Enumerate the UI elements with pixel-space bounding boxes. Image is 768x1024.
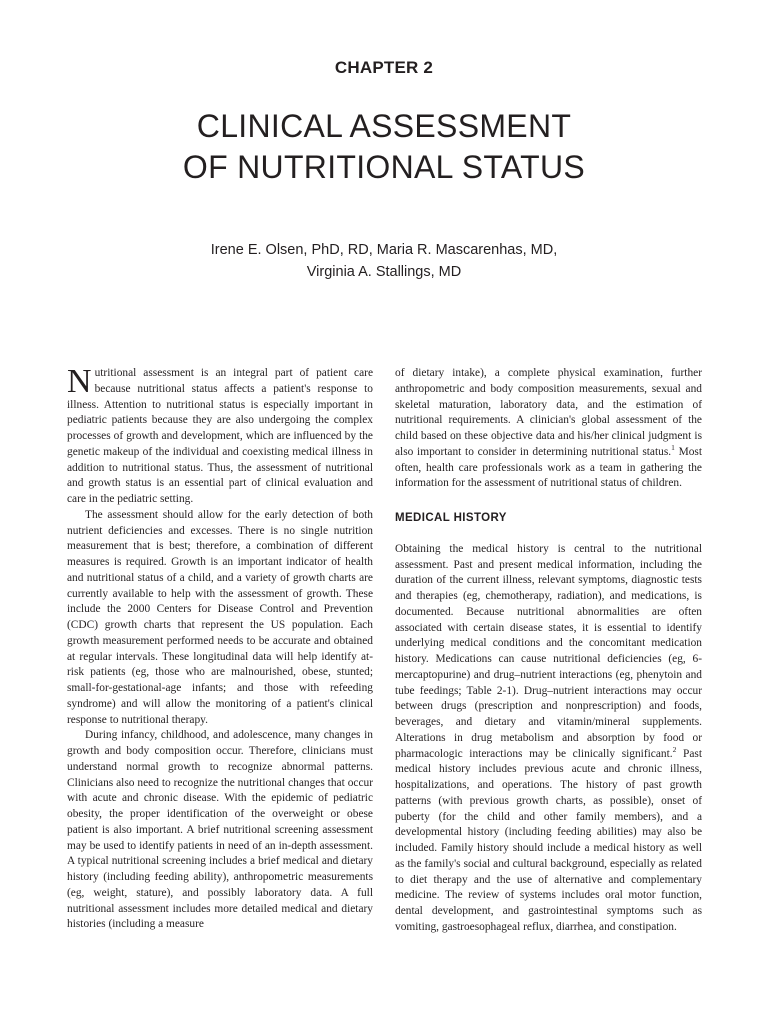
paragraph-medical-history-text-a: Obtaining the medical history is central to the nutritional assessment. Past and present medical information, including the duration of the current illness, relevant symptoms, diagnostic tests and therapies (eg, chemotherapy, radiation), and medications, is documented. Because nutritional abnormalities are often associated with certain disease states, it is essential to identify underlying medical conditions and the concomitant medication history. Medications can cause nutritional deficiencies (eg, 6-mercaptopurine) and drug–nutrient interactions (eg, phenytoin and tube feedings; Table 2-1). Drug–nutrient interactions may occur between drugs (prescription and nonprescription) and foods, beverages, and dietary and vitamin/mineral supplements. Alterations in drug metabolism and absorption by food or pharmacologic interactions may be clinically significant. bbox=[395, 542, 702, 760]
paragraph-intro-text: utritional assessment is an integral part of patient care because nutritional status affects a patient's response to illness. Attention to nutritional status is especially important in pediatric patients because they are also undergoing the complex processes of growth and development, which are influenced by the genetic makeup of the individual and coexisting medical illness in addition to nutritional status. Thus, the assessment of nutritional and growth status is an essential part of clinical evaluation and care in the pediatric setting. bbox=[67, 367, 373, 505]
paragraph-growth: During infancy, childhood, and adolescence, many changes in growth and body composition occur. Therefore, clinicians must understand normal growth to recognize abnormal patterns. Clinicians also need to recognize the nutritional changes that occur with acute and chronic disease. With the epidemic of pediatric obesity, the proper identification of the overweight or obese patient is also important. A brief nutritional screening assessment may be used to identify patients in need of an in-depth assessment. A typical nutritional screening includes a brief medical and dietary history (including feeding ability), anthropometric measurements (eg, weight, stature), and possibly laboratory data. A full nutritional assessment includes more detailed medical and dietary histories (including a measure bbox=[67, 729, 373, 931]
chapter-title-line-1: CLINICAL ASSESSMENT bbox=[196, 108, 572, 144]
section-heading-medical-history: MEDICAL HISTORY bbox=[395, 512, 507, 524]
paragraph-assessment: The assessment should allow for the early detection of both nutrient deficiencies and excesses. There is no single nutrition measurement that is best; therefore, a combination of different measures is required. Growth is an important indicator of health and nutritional status of a child, and a variety of growth charts are currently available to help with the assessment of growth. These include the 2000 Centers for Disease Control and Prevention (CDC) growth charts that represent the US population. Each growth measurement performed needs to be accurate and obtained at regular intervals. These longitudinal data will help identify at-risk patients (eg, those who are malnourished, obese, stunted; small-for-gestational-age infants; and those with refeeding syndrome) and will allow the monitoring of a patient's clinical response to nutritional therapy. bbox=[67, 508, 373, 726]
author-list bbox=[0, 239, 768, 283]
paragraph-medical-history-text-b: Past medical history includes previous acute and chronic illness, hospitalizations, and operations. The history of past growth patterns (with previous growth charts, as possible), onset of puberty (for the child and other family members), and a developmental history (including feeding abilities) may also be included. Family history should include a medical history as well as the family's social and cultural background, especially as related to diet therapy and the use of alternative and complementary medicine. The review of systems includes oral motor function, dental development, and gastrointestinal symptoms such as vomiting, gastroesophageal reflux, diarrhea, and constipation. bbox=[395, 747, 702, 933]
chapter-label: CHAPTER 2 bbox=[334, 58, 434, 77]
right-column bbox=[395, 366, 702, 936]
paragraph-continued-text-a: of dietary intake), a complete physical examination, further anthropometric and body composition measurements, sexual and skeletal maturation, laboratory data, and the estimation of nutritional requirements. A clinician's global assessment of the child based on these objective data and his/her clinical judgment is also important to consider in determining nutritional status. bbox=[395, 367, 702, 458]
footnote-ref-2: 2 bbox=[672, 744, 677, 754]
author-line-2: Virginia A. Stallings, MD bbox=[306, 264, 462, 280]
author-line-1: Irene E. Olsen, PhD, RD, Maria R. Mascarenhas, MD, bbox=[210, 242, 558, 258]
paragraph-medical-history bbox=[395, 542, 702, 936]
paragraph-continued-text-b: Most often, health care professionals work as a team in gathering the information for the assessment of nutritional status of children. bbox=[395, 445, 702, 490]
footnote-ref-1: 1 bbox=[671, 442, 675, 452]
paragraph-continued bbox=[395, 366, 702, 492]
left-column bbox=[67, 363, 373, 933]
paragraph-intro bbox=[67, 363, 373, 508]
chapter-title bbox=[0, 106, 768, 188]
drop-cap: N bbox=[67, 363, 92, 400]
chapter-title-line-2: OF NUTRITIONAL STATUS bbox=[182, 149, 586, 185]
